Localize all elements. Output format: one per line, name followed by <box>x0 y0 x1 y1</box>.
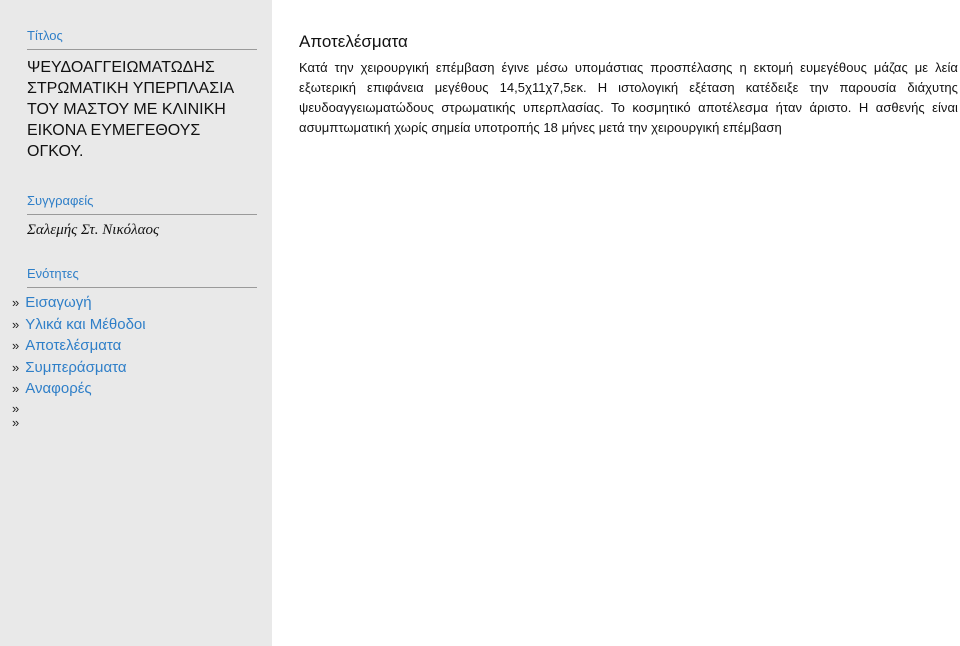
authors-heading: Συγγραφείς <box>27 193 257 215</box>
bullet-marker: » <box>12 400 20 416</box>
article-title: ΨΕΥΔΟΑΓΓΕΙΩΜΑΤΩΔΗΣ ΣΤΡΩΜΑΤΙΚΗ ΥΠΕΡΠΛΑΣΙΑ ΤΟΥ ΜΑΣΤΟΥ ΜΕ ΚΛΙΝΙΚΗ ΕΙΚΟΝΑ ΕΥΜΕΓΕΘΟΥΣ ΟΓΚΟΥ. <box>27 59 234 160</box>
section-link-references[interactable]: Αναφορές <box>25 380 92 397</box>
bullet-marker: » <box>12 414 20 430</box>
section-link-materials-methods[interactable]: Υλικά και Μέθοδοι <box>25 315 146 333</box>
section-item-references[interactable] <box>12 378 146 400</box>
sidebar <box>0 0 272 646</box>
section-body: Κατά την χειρουργική επέμβαση έγινε μέσω υπομάστιας προσπέλασης η εκτομή ευμεγέθους μάζας με λεία εξωτερική επιφάνεια μεγέθους 14,5χ11χ7,5εκ. Η ιστολογική εξέταση κατέδειξε την παρουσία διάχυτης ψευδοαγγειωματώδους στρωματικής υπερπλασίας. Το κοσμητικό αποτέλεσμα ήταν άριστο. Η ασθενής είναι ασυμπτωματική χωρίς σημεία υποτροπής 18 μήνες μετά την χειρουργική επέμβαση <box>299 60 958 135</box>
section-item-results[interactable] <box>12 335 146 357</box>
section-item-introduction[interactable] <box>12 292 146 314</box>
bullet-marker: » <box>12 381 20 396</box>
author-name: Σαλεμής Στ. Νικόλαος <box>27 222 160 238</box>
section-item-empty <box>12 402 146 416</box>
section-item-empty <box>12 416 146 430</box>
bullet-marker: » <box>12 295 20 310</box>
bullet-marker: » <box>12 338 20 353</box>
bullet-marker: » <box>12 316 20 332</box>
bullet-marker: » <box>12 359 20 375</box>
sections-heading: Ενότητες <box>27 266 257 288</box>
section-link-results[interactable]: Αποτελέσματα <box>25 337 122 354</box>
title-heading: Τίτλος <box>27 28 257 50</box>
section-link-conclusions[interactable]: Συμπεράσματα <box>25 358 127 376</box>
section-item-materials-methods[interactable] <box>12 314 146 336</box>
sections-nav <box>12 292 146 430</box>
section-item-conclusions[interactable] <box>12 357 146 379</box>
section-link-introduction[interactable]: Εισαγωγή <box>25 294 92 311</box>
section-heading: Αποτελέσματα <box>299 32 408 51</box>
main-content <box>299 30 958 138</box>
